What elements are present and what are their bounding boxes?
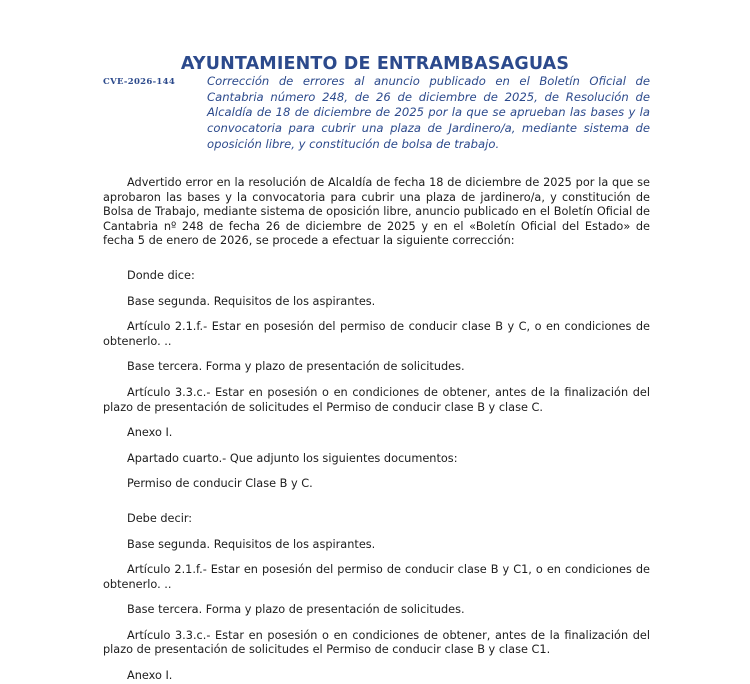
body-paragraph: Artículo 3.3.c.- Estar en posesión o en condiciones de obtener, antes de la finalización del plazo de presentación de solicitudes el Permiso de conducir clase B y clase C. bbox=[103, 385, 650, 414]
document-body bbox=[103, 176, 650, 684]
page-header-fragment bbox=[0, 0, 750, 1]
body-paragraph: Apartado cuarto.- Que adjunto los siguientes documentos: bbox=[127, 451, 458, 465]
body-paragraph: Anexo I. bbox=[127, 669, 173, 683]
section-label-debe-decir: Debe decir: bbox=[127, 511, 193, 525]
body-paragraph: Anexo I. bbox=[127, 426, 173, 440]
announcement-header bbox=[103, 74, 650, 153]
body-paragraph: Artículo 3.3.c.- Estar en posesión o en condiciones de obtener, antes de la finalización del plazo de presentación de solicitudes el Permiso de conducir clase B y clase C1. bbox=[103, 628, 650, 657]
announcement-summary: Corrección de errores al anuncio publicado en el Boletín Oficial de Cantabria número 248, de 26 de diciembre de 2025, de Resolución de Alcaldía de 18 de diciembre de 2025 por la que se aprueban las bases y la convocatoria para cubrir una plaza de Jardinero/a, mediante sistema de oposición libre, y constitución de bolsa de trabajo. bbox=[207, 74, 650, 151]
body-paragraph: Base tercera. Forma y plazo de presentación de solicitudes. bbox=[127, 603, 465, 617]
body-paragraph: Permiso de conducir Clase B y C. bbox=[127, 477, 313, 491]
section-label-donde-dice: Donde dice: bbox=[127, 268, 195, 282]
body-paragraph: Base segunda. Requisitos de los aspirantes. bbox=[127, 537, 376, 551]
cve-code-label: CVE-2026-144 bbox=[103, 77, 176, 87]
body-paragraph: Artículo 2.1.f.- Estar en posesión del permiso de conducir clase B y C1, o en condiciones de obtenerlo. .. bbox=[103, 563, 650, 591]
body-paragraph: Base segunda. Requisitos de los aspirantes. bbox=[127, 294, 376, 308]
body-paragraph: Base tercera. Forma y plazo de presentación de solicitudes. bbox=[127, 360, 465, 374]
page-title: AYUNTAMIENTO DE ENTRAMBASAGUAS bbox=[180, 53, 570, 74]
body-paragraph: Advertido error en la resolución de Alcaldía de fecha 18 de diciembre de 2025 por la que se aprobaron las bases y la convocatoria para cubrir una plaza de jardinero/a, y constitución de Bolsa de Trabajo, mediante sistema de oposición libre, anuncio publicado en el Boletín Oficial de Cantabria nº 248 de fecha 26 de diciembre de 2025 y en el «Boletín Oficial del Estado» de fecha 5 de enero de 2026, se procede a efectuar la siguiente corrección: bbox=[103, 176, 650, 248]
body-paragraph: Artículo 2.1.f.- Estar en posesión del permiso de conducir clase B y C, o en condiciones de obtenerlo. .. bbox=[103, 320, 650, 348]
